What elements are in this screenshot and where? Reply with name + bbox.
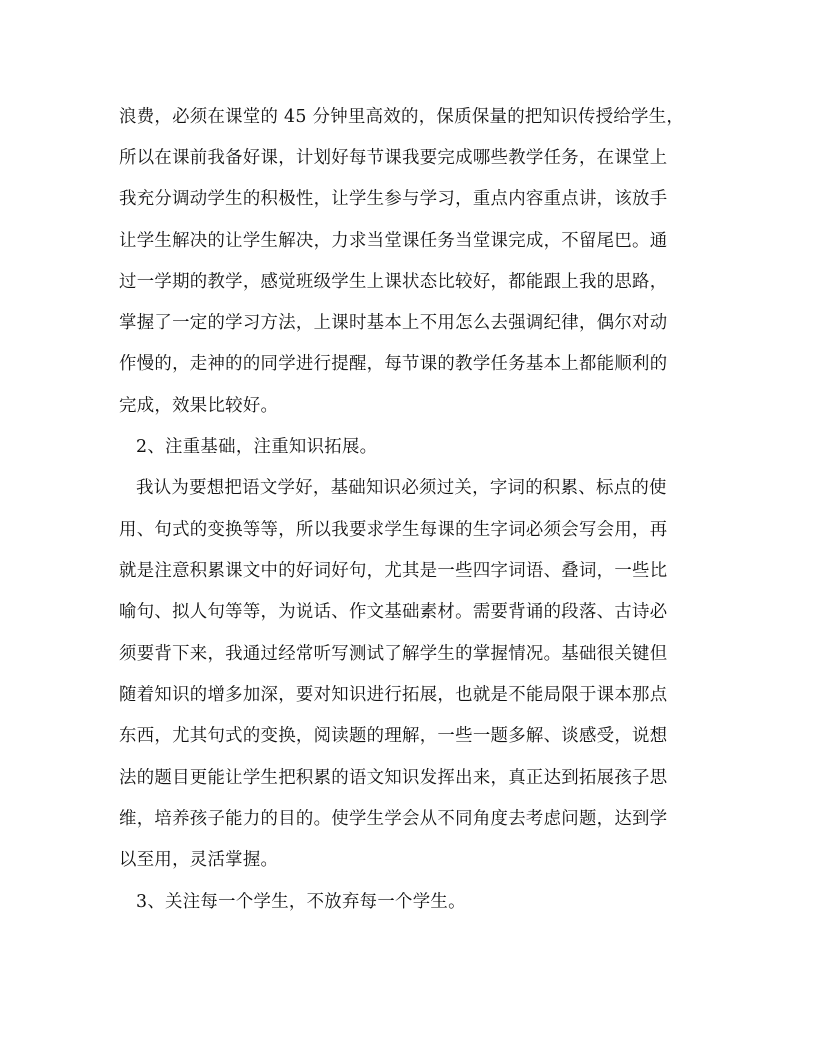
text-line: 喻句、拟人句等等，为说话、作文基础素材。需要背诵的段落、古诗必 — [119, 602, 668, 622]
section-heading: 3、关注每一个学生，不放弃每一个学生。 — [136, 892, 466, 912]
text-line: 维，培养孩子能力的目的。使学生学会从不同角度去考虑问题，达到学 — [119, 809, 668, 829]
section-heading: 2、注重基础，注重知识拓展。 — [136, 437, 378, 457]
text-line: 用、句式的变换等等，所以我要求学生每课的生字词必须会写会用，再 — [119, 520, 668, 540]
text-line: 让学生解决的让学生解决，力求当堂课任务当堂课完成，不留尾巴。通 — [119, 231, 668, 251]
text-line: 掌握了一定的学习方法，上课时基本上不用怎么去强调纪律，偶尔对动 — [119, 313, 668, 333]
text-line: 完成，效果比较好。 — [119, 396, 279, 416]
text-line: 就是注意积累课文中的好词好句，尤其是一些四字词语、叠词，一些比 — [119, 561, 668, 581]
text-line: 以至用，灵活掌握。 — [119, 850, 279, 870]
text-line: 我认为要想把语文学好，基础知识必须过关，字词的积累、标点的使 — [136, 478, 667, 498]
text-line: 浪费，必须在课堂的 45 分钟里高效的，保质保量的把知识传授给学生， — [119, 107, 685, 127]
text-line: 作慢的，走神的的同学进行提醒，每节课的教学任务基本上都能顺利的 — [119, 354, 668, 374]
text-line: 所以在课前我备好课，计划好每节课我要完成哪些教学任务，在课堂上 — [119, 148, 668, 168]
text-line: 我充分调动学生的积极性，让学生参与学习，重点内容重点讲，该放手 — [119, 189, 668, 209]
text-line: 随着知识的增多加深，要对知识进行拓展，也就是不能局限于课本那点 — [119, 685, 668, 705]
text-line: 过一学期的教学，感觉班级学生上课状态比较好，都能跟上我的思路， — [119, 272, 668, 292]
text-line: 须要背下来，我通过经常听写测试了解学生的掌握情况。基础很关键但 — [119, 644, 668, 664]
text-line: 法的题目更能让学生把积累的语文知识发挥出来，真正达到拓展孩子思 — [119, 768, 668, 788]
text-line: 东西，尤其句式的变换，阅读题的理解，一些一题多解、谈感受，说想 — [119, 726, 668, 746]
